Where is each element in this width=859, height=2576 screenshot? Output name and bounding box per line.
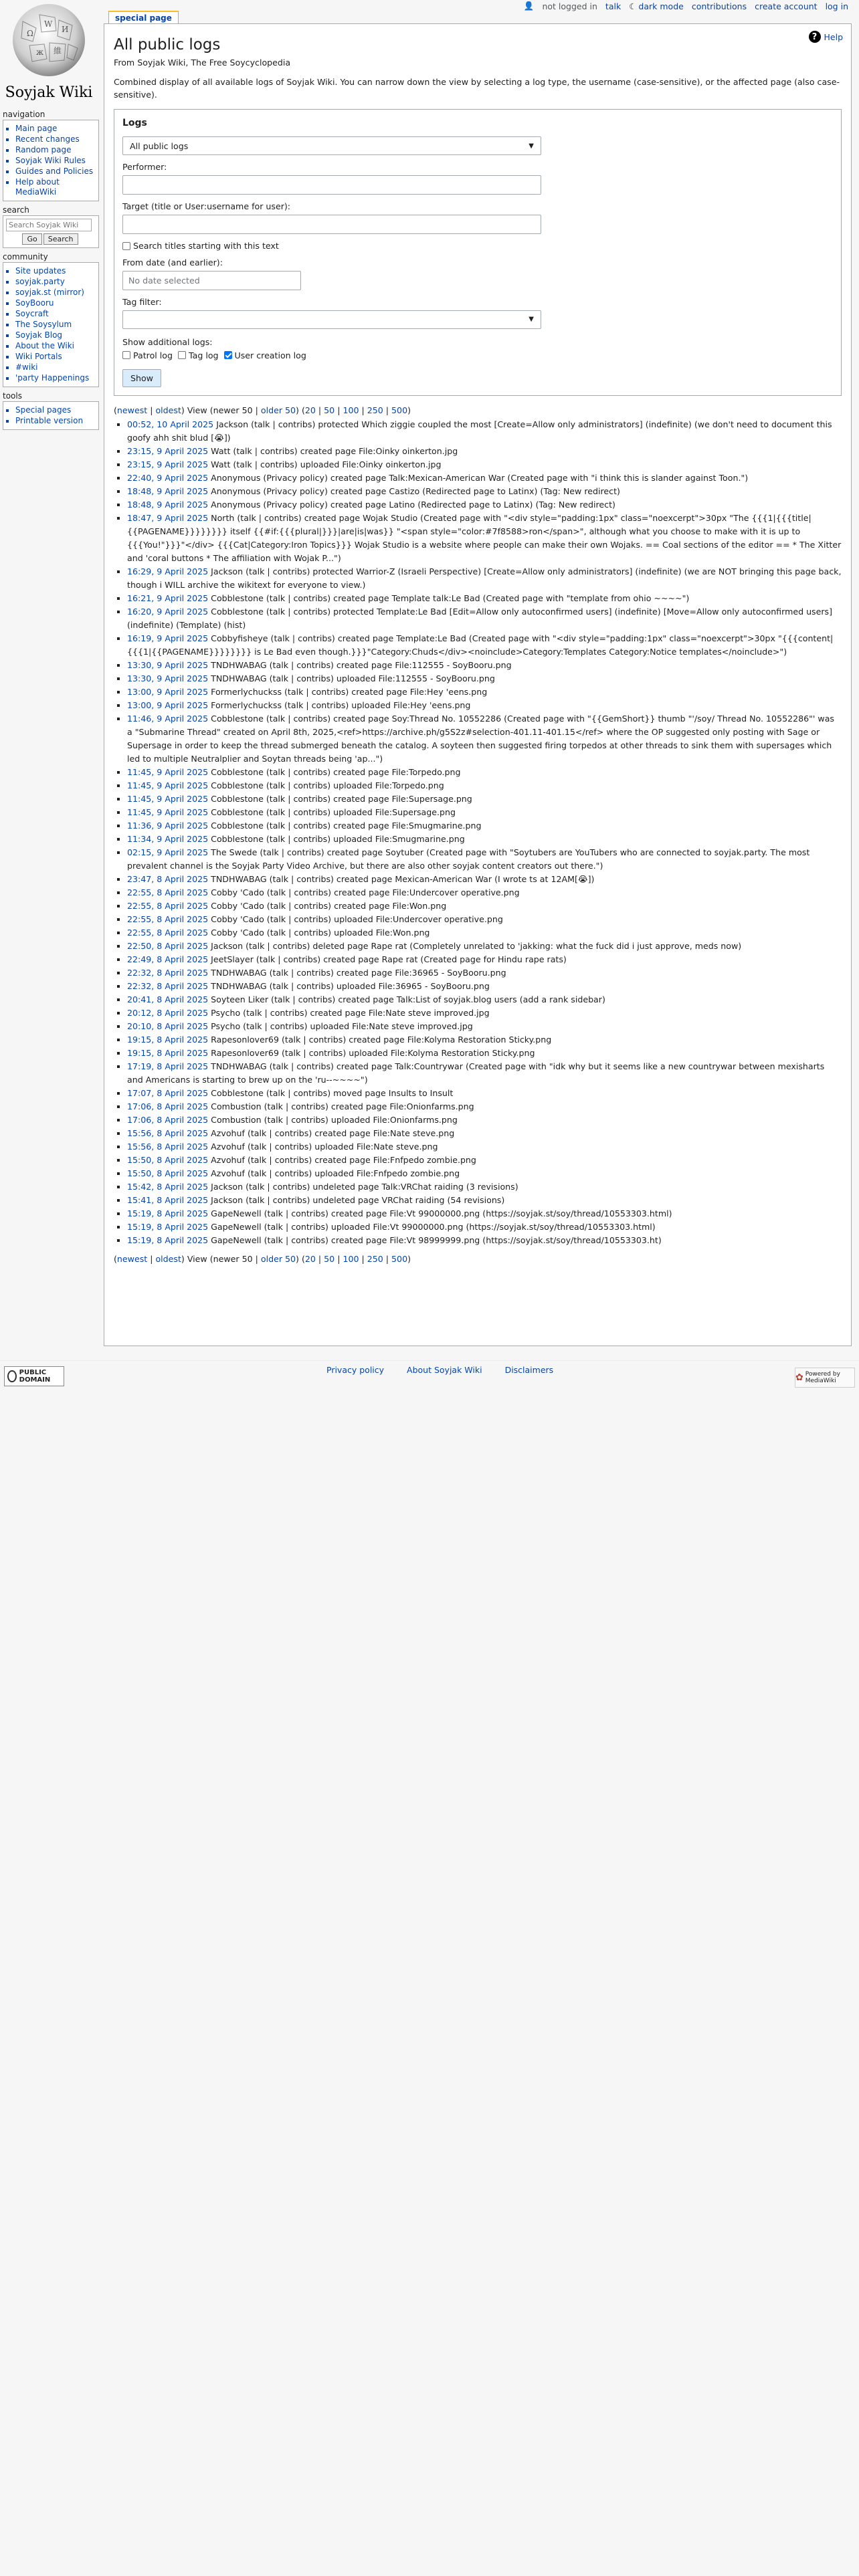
view-text: View (newer 50 |: [187, 405, 258, 415]
log-entry-text: TNDHWABAG (talk | contribs) created page File:112555 - SoyBooru.png: [211, 660, 512, 670]
log-entry: [127, 819, 842, 833]
log-timestamp-link[interactable]: 00:52, 10 April 2025: [127, 419, 214, 429]
log-entry-text: Cobblestone (talk | contribs) uploaded File:Supersage.png: [211, 807, 456, 817]
log-entry-text: Cobbyfisheye (talk | contribs) created page Template:Le Bad (Created page with "<div style="padding:1px" class="noexcerpt">30px "{{{content|{{{1|{{PAGENAME}}}}}}}} is Le Bad even though.}}}"Category:Chuds</div><noinclude>Category:Templates Category:Notice templates</noinclude>"): [127, 633, 834, 657]
log-entry: [127, 632, 842, 659]
limit-20[interactable]: 20: [304, 1254, 316, 1264]
tag-filter-label: Tag filter:: [122, 296, 162, 307]
extra-log-checkbox[interactable]: [122, 350, 173, 360]
performer-label: Performer:: [122, 162, 167, 172]
log-entry: [127, 1047, 842, 1060]
sidebar-community-link[interactable]: Site updates: [15, 266, 66, 276]
sidebar-nav-link[interactable]: Guides and Policies: [15, 167, 94, 176]
log-entry-text: Cobblestone (talk | contribs) created page Template talk:Le Bad (Created page with "template from ohio ~~~~"): [211, 593, 690, 603]
log-entry: [127, 953, 842, 966]
limit-100[interactable]: 100: [343, 405, 359, 415]
search-heading: search: [3, 205, 29, 215]
log-timestamp-link[interactable]: 19:15, 8 April 2025: [127, 1048, 209, 1058]
sidebar-community-item[interactable]: [15, 362, 96, 372]
talk-link[interactable]: talk: [605, 1, 622, 11]
log-entry-text: Azvohuf (talk | contribs) created page File:Fnfpedo zombie.png: [211, 1155, 476, 1165]
log-timestamp-link[interactable]: 15:56, 8 April 2025: [127, 1128, 209, 1138]
pager-top: (newest | oldest) View (newer 50 | older 50) (20 | 50 | 100 | 250 | 500): [114, 405, 411, 415]
extra-log-label: Patrol log: [133, 350, 173, 360]
sidebar-community-link[interactable]: soyjak.party: [15, 277, 65, 286]
log-timestamp-link[interactable]: 11:45, 9 April 2025: [127, 807, 209, 817]
log-entry-text: TNDHWABAG (talk | contribs) created page File:36965 - SoyBooru.png: [211, 968, 506, 978]
sidebar-community-item[interactable]: [15, 309, 96, 319]
log-entry: [127, 1060, 842, 1087]
log-entry-text: Cobblestone (talk | contribs) created page Soy:Thread No. 10552286 (Created page with "{{GemShort}} thumb "'/soy/ Thread No. 10552286"' was a "Submarine Thread" created on April 8th, 2025,<ref>https://archive.ph/g5S2z#selection-401.11-401.15</ref> where the OP suggested only posting with Sage or Supersage in order to keep the thread submerged beneath the catalog. A soyteen then suggested firing torpedos at other threads to sink them with supersages which led to multiple Neutralplier and Soytan threads being 'ap..."): [127, 714, 834, 764]
log-entry-text: TNDHWABAG (talk | contribs) created page Talk:Countrywar (Created page with "idk why but it seems like a new countrywar between mexisharts and Americans is starting to brew up on the 'ru--~~~~"): [127, 1061, 825, 1085]
log-entry: [127, 685, 842, 699]
log-entry: [127, 1020, 842, 1033]
chevron-down-icon: ▼: [529, 142, 534, 150]
additional-logs-label: Show additional logs:: [122, 336, 213, 347]
log-timestamp-link[interactable]: 16:19, 9 April 2025: [127, 633, 209, 643]
limit-500[interactable]: 500: [391, 1254, 408, 1264]
sidebar-nav-link[interactable]: Recent changes: [15, 134, 80, 144]
log-entry: [127, 1220, 842, 1234]
log-entry-text: Formerlychuckss (talk | contribs) created page File:Hey 'eens.png: [211, 687, 488, 697]
sidebar-nav-link[interactable]: Random page: [15, 145, 72, 154]
log-timestamp-link[interactable]: 22:50, 8 April 2025: [127, 941, 209, 951]
log-entry-text: JeetSlayer (talk | contribs) created page Rape rat (Created page for Hindu rape rats): [211, 954, 567, 964]
sidebar-community-item[interactable]: [15, 352, 96, 362]
sidebar-nav-item[interactable]: [15, 134, 96, 144]
help-label[interactable]: Help: [824, 31, 843, 42]
sidebar-community-link[interactable]: Soycraft: [15, 309, 49, 318]
log-timestamp-link[interactable]: 22:49, 8 April 2025: [127, 954, 209, 964]
public-domain-badge[interactable]: [4, 1366, 64, 1386]
disclaimers-link[interactable]: Disclaimers: [504, 1365, 554, 1375]
log-timestamp-link[interactable]: 18:47, 9 April 2025: [127, 513, 209, 523]
log-timestamp-link[interactable]: 17:19, 8 April 2025: [127, 1061, 209, 1071]
prefix-label: Search titles starting with this text: [133, 241, 279, 251]
log-list: [114, 418, 842, 1247]
log-entry: [127, 498, 842, 512]
sidebar-nav-link[interactable]: Main page: [15, 124, 58, 133]
powered-label: Powered by MediaWiki: [805, 1371, 840, 1384]
site-name: Soyjak Wiki: [5, 84, 93, 101]
log-entry: [127, 1033, 842, 1047]
log-timestamp-link[interactable]: 23:47, 8 April 2025: [127, 874, 209, 884]
prefix-search-checkbox[interactable]: [122, 241, 279, 251]
sidebar-community-item[interactable]: [15, 341, 96, 351]
additional-logs: [122, 350, 833, 362]
wiki-globe-icon: [3, 1, 95, 80]
newest-link[interactable]: newest: [116, 405, 148, 415]
log-entry: [127, 418, 842, 445]
log-entry: [127, 1154, 842, 1167]
log-entry: [127, 565, 842, 592]
log-entry: [127, 1006, 842, 1020]
log-entry: [127, 886, 842, 899]
sidebar-tools-link[interactable]: Special pages: [15, 405, 72, 415]
page-intro: Combined display of all available logs of Soyjak Wiki. You can narrow down the view by selecting a log type, the username (case-sensitive), or the affected page (also case-sensitive).: [114, 77, 840, 100]
sidebar-community-link[interactable]: SoyBooru: [15, 298, 54, 308]
log-entry-text: GapeNewell (talk | contribs) uploaded File:Vt 99000000.png (https://soyjak.st/soy/thread/10553303.html): [211, 1222, 656, 1232]
log-timestamp-link[interactable]: 23:15, 9 April 2025: [127, 446, 209, 456]
footer: [0, 1360, 859, 1398]
log-entry-text: Cobby 'Cado (talk | contribs) created page File:Undercover operative.png: [211, 887, 520, 897]
target-input[interactable]: [122, 215, 541, 234]
svg-text:И: И: [62, 25, 69, 34]
log-timestamp-link[interactable]: 20:41, 8 April 2025: [127, 994, 209, 1004]
log-timestamp-link[interactable]: 17:06, 8 April 2025: [127, 1101, 209, 1111]
log-filter-form: [114, 109, 842, 396]
log-timestamp-link[interactable]: 15:19, 8 April 2025: [127, 1222, 209, 1232]
public-domain-icon: [7, 1370, 17, 1382]
oldest-link[interactable]: oldest: [155, 1254, 181, 1264]
log-timestamp-link[interactable]: 11:36, 9 April 2025: [127, 821, 209, 831]
log-entry: [127, 471, 842, 485]
log-entry: [127, 1100, 842, 1113]
log-timestamp-link[interactable]: 20:12, 8 April 2025: [127, 1008, 209, 1018]
log-entry: [127, 672, 842, 685]
sidebar-nav-item[interactable]: [15, 156, 96, 166]
pager-bottom: (newest | oldest) View (newer 50 | older 50) (20 | 50 | 100 | 250 | 500): [114, 1254, 411, 1264]
limit-100[interactable]: 100: [343, 1254, 359, 1264]
log-entry: [127, 846, 842, 873]
search-portlet: [3, 215, 99, 248]
log-entry-text: Cobblestone (talk | contribs) protected Template:Le Bad [Edit=Allow only autoconfirmed users] (indefinite) [Move=Allow only autoconfirmed users] (indefinite) (Template) (hist): [127, 607, 833, 630]
sidebar-community-link[interactable]: About the Wiki: [15, 341, 75, 350]
log-entry: [127, 1127, 842, 1140]
sidebar-tools-item[interactable]: [15, 416, 96, 426]
log-timestamp-link[interactable]: 13:00, 9 April 2025: [127, 700, 209, 710]
create-account-link[interactable]: create account: [755, 1, 818, 11]
log-type-value: All public logs: [130, 140, 189, 151]
log-entry: [127, 458, 842, 471]
svg-text:W: W: [44, 19, 53, 29]
log-timestamp-link[interactable]: 11:46, 9 April 2025: [127, 714, 209, 724]
svg-text:ж: ж: [36, 47, 44, 57]
tag-filter-select[interactable]: [122, 310, 541, 329]
log-entry-text: Watt (talk | contribs) uploaded File:Oinky oinkerton.jpg: [211, 459, 442, 469]
extra-log-label: Tag log: [189, 350, 219, 360]
not-logged-in: not logged in: [542, 1, 597, 11]
log-entry-text: Rapesonlover69 (talk | contribs) uploaded File:Kolyma Restoration Sticky.png: [211, 1048, 535, 1058]
extra-log-checkbox[interactable]: [178, 350, 219, 360]
sidebar-community-link[interactable]: Wiki Portals: [15, 352, 62, 361]
log-entry: [127, 605, 842, 632]
log-entry: [127, 1113, 842, 1127]
log-entry: [127, 899, 842, 913]
extra-log-checkbox[interactable]: [224, 350, 306, 360]
log-timestamp-link[interactable]: 11:45, 9 April 2025: [127, 794, 209, 804]
community-portlet: [3, 262, 99, 387]
sidebar-nav-item[interactable]: [15, 124, 96, 134]
svg-text:Ω: Ω: [27, 29, 33, 38]
log-entry: [127, 1140, 842, 1154]
log-timestamp-link[interactable]: 22:55, 8 April 2025: [127, 928, 209, 938]
log-timestamp-link[interactable]: 15:56, 8 April 2025: [127, 1142, 209, 1152]
log-timestamp-link[interactable]: 18:48, 9 April 2025: [127, 486, 209, 496]
log-entry: [127, 940, 842, 953]
log-timestamp-link[interactable]: 11:45, 9 April 2025: [127, 780, 209, 790]
log-entry-text: Combustion (talk | contribs) uploaded File:Onionfarms.png: [211, 1115, 458, 1125]
date-input[interactable]: [122, 271, 301, 290]
site-tagline: From Soyjak Wiki, The Free Soycyclopedia: [114, 58, 291, 68]
log-entry: [127, 980, 842, 993]
log-timestamp-link[interactable]: 11:45, 9 April 2025: [127, 767, 209, 777]
log-entry: [127, 873, 842, 886]
log-timestamp-link[interactable]: 15:50, 8 April 2025: [127, 1168, 209, 1178]
chevron-down-icon: ▼: [529, 316, 534, 323]
checkbox-box[interactable]: [122, 351, 130, 359]
log-entry-text: Azvohuf (talk | contribs) created page File:Nate steve.png: [211, 1128, 455, 1138]
date-label: From date (and earlier):: [122, 257, 223, 267]
user-icon: 👤: [523, 1, 535, 11]
log-timestamp-link[interactable]: 22:55, 8 April 2025: [127, 887, 209, 897]
log-timestamp-link[interactable]: 22:40, 9 April 2025: [127, 473, 209, 483]
log-entry-text: Anonymous (Privacy policy) created page Latino (Redirected page to Latinx) (Tag: New redirect): [211, 500, 615, 510]
prefix-checkbox-box[interactable]: [122, 242, 130, 250]
log-entry-text: Jackson (talk | contribs) protected Which ziggie coupled the most [Create=Allow only administrators] (indefinite) (we don't need to document this goofy ahh shit blud [😭]): [127, 419, 832, 443]
view-text: View (newer 50 |: [187, 1254, 258, 1264]
log-entry-text: Soyteen Liker (talk | contribs) created page Talk:List of soyjak.blog users (add a rank sidebar): [211, 994, 605, 1004]
log-entry: [127, 833, 842, 846]
limit-50[interactable]: 50: [324, 405, 335, 415]
log-entry: [127, 1167, 842, 1180]
log-entry: [127, 1194, 842, 1207]
log-entry: [127, 512, 842, 565]
log-entry-text: North (talk | contribs) created page Wojak Studio (Created page with "<div style="padding:1px" class="noexcerpt">30px "The {{{1|{{{title|{{PAGENAME}}}}}}}} itself {{#if:{{{plural|}}}|are|is|was}} "<span style="color:#7f8588>ron</span>", although what you choose to make with it is up to {{{You!"}}}"</div> {{{Cat|Category:Iron Topics}}} Wojak Studio is a website where people can make their own Wojaks. == Coal sections of the editor == * The Xitter and 'coral buttons * The affiliation with Wojak P..."): [127, 513, 842, 563]
log-timestamp-link[interactable]: 15:19, 8 April 2025: [127, 1235, 209, 1245]
page-tabs: [108, 11, 179, 23]
log-entry-text: Azvohuf (talk | contribs) uploaded File:Nate steve.png: [211, 1142, 438, 1152]
sidebar-community-item[interactable]: [15, 277, 96, 287]
sidebar-community-item[interactable]: [15, 330, 96, 340]
log-entry: [127, 1234, 842, 1247]
search-input[interactable]: [6, 219, 92, 231]
sidebar-community-link[interactable]: 'party Happenings: [15, 373, 90, 383]
log-entry-text: Cobby 'Cado (talk | contribs) uploaded File:Undercover operative.png: [211, 914, 503, 924]
log-entry-text: Jackson (talk | contribs) deleted page Rape rat (Completely unrelated to 'jakking: what the fuck did i just approve, meds now): [211, 941, 742, 951]
sidebar-community-link[interactable]: #wiki: [15, 362, 38, 372]
log-entry: [127, 699, 842, 712]
log-timestamp-link[interactable]: 15:50, 8 April 2025: [127, 1155, 209, 1165]
limit-250[interactable]: 250: [367, 1254, 383, 1264]
log-type-select[interactable]: [122, 136, 541, 155]
public-domain-label: PUBLIC DOMAIN: [19, 1369, 51, 1384]
log-timestamp-link[interactable]: 16:20, 9 April 2025: [127, 607, 209, 617]
log-entry-text: Psycho (talk | contribs) uploaded File:Nate steve improved.jpg: [211, 1021, 473, 1031]
log-entry: [127, 913, 842, 926]
personal-tools: [524, 1, 848, 11]
sidebar: [0, 107, 102, 434]
log-entry: [127, 1087, 842, 1100]
log-entry-text: Cobby 'Cado (talk | contribs) uploaded File:Won.png: [211, 928, 430, 938]
log-entry-text: GapeNewell (talk | contribs) created page File:Vt 98999999.png (https://soyjak.st/soy/thread/10553303.ht): [211, 1235, 662, 1245]
limit-20[interactable]: 20: [304, 405, 316, 415]
log-entry-text: Anonymous (Privacy policy) created page Talk:Mexican-American War (Created page with "i think this is slander against Toon."): [211, 473, 749, 483]
log-entry: [127, 445, 842, 458]
sidebar-nav-link[interactable]: Help about MediaWiki: [15, 177, 60, 197]
log-timestamp-link[interactable]: 11:34, 9 April 2025: [127, 834, 209, 844]
date-placeholder: No date selected: [128, 275, 200, 286]
help-link[interactable]: [809, 31, 844, 43]
sidebar-community-link[interactable]: Soyjak Blog: [15, 330, 63, 340]
log-entry: [127, 766, 842, 779]
sidebar-nav-item[interactable]: [15, 145, 96, 155]
sidebar-community-item[interactable]: [15, 266, 96, 276]
sidebar-community-item[interactable]: [15, 320, 96, 330]
log-entry-text: Cobblestone (talk | contribs) moved page Insults to Insult: [211, 1088, 454, 1098]
log-entry-text: GapeNewell (talk | contribs) created page File:Vt 99000000.png (https://soyjak.st/soy/thread/10553303.html): [211, 1208, 672, 1218]
log-entry: [127, 926, 842, 940]
tools-portlet: [3, 401, 99, 430]
log-entry-text: Rapesonlover69 (talk | contribs) created page File:Kolyma Restoration Sticky.png: [211, 1035, 552, 1045]
sidebar-tools-item[interactable]: [15, 405, 96, 415]
log-entry-text: Combustion (talk | contribs) created page File:Onionfarms.png: [211, 1101, 474, 1111]
powered-by-mediawiki-badge[interactable]: [795, 1368, 855, 1388]
log-entry: [127, 779, 842, 792]
log-entry-text: The Swede (talk | contribs) created page Soytuber (Created page with "Soytubers are YouTubers who are connected to soyjak.party. The most prevalent channel is the Soyjak Party Video Archive, but there are also other soyjak content creators out there."): [127, 847, 810, 871]
log-timestamp-link[interactable]: 16:21, 9 April 2025: [127, 593, 209, 603]
privacy-policy-link[interactable]: Privacy policy: [326, 1365, 385, 1375]
log-timestamp-link[interactable]: 15:42, 8 April 2025: [127, 1182, 209, 1192]
tab-special-page[interactable]: special page: [108, 11, 179, 24]
log-entry-text: TNDHWABAG (talk | contribs) created page Mexican-American War (I wrote ts at 12AM[😭]): [211, 874, 595, 884]
log-timestamp-link[interactable]: 13:30, 9 April 2025: [127, 673, 209, 683]
oldest-link[interactable]: oldest: [155, 405, 181, 415]
log-timestamp-link[interactable]: 22:32, 8 April 2025: [127, 968, 209, 978]
performer-input[interactable]: [122, 175, 541, 195]
log-entry-text: Formerlychuckss (talk | contribs) uploaded File:Hey 'eens.png: [211, 700, 471, 710]
log-timestamp-link[interactable]: 18:48, 9 April 2025: [127, 500, 209, 510]
sidebar-community-link[interactable]: soyjak.st (mirror): [15, 288, 84, 297]
search-button[interactable]: Search: [43, 233, 78, 245]
community-heading: community: [3, 252, 48, 261]
dark-mode-toggle[interactable]: [629, 1, 684, 11]
log-entry: [127, 1207, 842, 1220]
mediawiki-icon: ✿: [795, 1372, 803, 1383]
log-entry-text: Psycho (talk | contribs) created page File:Nate steve improved.jpg: [211, 1008, 490, 1018]
log-entry-text: Cobby 'Cado (talk | contribs) created page File:Won.png: [211, 901, 447, 911]
help-icon: ?: [809, 31, 821, 43]
sidebar-community-item[interactable]: [15, 373, 96, 383]
log-entry-text: Cobblestone (talk | contribs) uploaded File:Torpedo.png: [211, 780, 444, 790]
older-link[interactable]: older 50: [260, 405, 296, 415]
log-entry: [127, 966, 842, 980]
sidebar-nav-item[interactable]: [15, 167, 96, 177]
log-entry-text: Cobblestone (talk | contribs) uploaded File:Smugmarine.png: [211, 834, 465, 844]
log-timestamp-link[interactable]: 17:07, 8 April 2025: [127, 1088, 209, 1098]
log-timestamp-link[interactable]: 16:29, 9 April 2025: [127, 566, 209, 576]
log-in-link[interactable]: log in: [825, 1, 848, 11]
nav-heading: navigation: [3, 110, 45, 119]
sidebar-community-item[interactable]: [15, 288, 96, 298]
limit-250[interactable]: 250: [367, 405, 383, 415]
log-timestamp-link[interactable]: 23:15, 9 April 2025: [127, 459, 209, 469]
log-entry-text: TNDHWABAG (talk | contribs) uploaded File:112555 - SoyBooru.png: [211, 673, 495, 683]
log-entry: [127, 659, 842, 672]
about-link[interactable]: About Soyjak Wiki: [407, 1365, 482, 1375]
tools-heading: tools: [3, 391, 22, 401]
log-entry-text: Cobblestone (talk | contribs) created page File:Smugmarine.png: [211, 821, 482, 831]
log-timestamp-link[interactable]: 17:06, 8 April 2025: [127, 1115, 209, 1125]
log-timestamp-link[interactable]: 19:15, 8 April 2025: [127, 1035, 209, 1045]
extra-log-label: User creation log: [234, 350, 306, 360]
sidebar-community-item[interactable]: [15, 298, 96, 308]
newest-link[interactable]: newest: [116, 1254, 148, 1264]
log-entry: [127, 1180, 842, 1194]
log-entry-text: Cobblestone (talk | contribs) created page File:Torpedo.png: [211, 767, 461, 777]
dark-mode-link[interactable]: dark mode: [638, 1, 684, 11]
log-timestamp-link[interactable]: 02:15, 9 April 2025: [127, 847, 209, 857]
sidebar-tools-link[interactable]: Printable version: [15, 416, 84, 425]
log-entry: [127, 993, 842, 1006]
log-timestamp-link[interactable]: 15:41, 8 April 2025: [127, 1195, 209, 1205]
nav-portlet: [3, 120, 99, 201]
log-entry: [127, 592, 842, 605]
contributions-link[interactable]: contributions: [691, 1, 747, 11]
checkbox-box[interactable]: [178, 351, 186, 359]
svg-text:維: 維: [54, 46, 62, 56]
log-entry: [127, 485, 842, 498]
log-entry-text: Jackson (talk | contribs) undeleted page VRChat raiding (54 revisions): [211, 1195, 505, 1205]
checkbox-box[interactable]: [224, 351, 232, 359]
log-entry-text: Cobblestone (talk | contribs) created page File:Supersage.png: [211, 794, 472, 804]
log-timestamp-link[interactable]: 22:55, 8 April 2025: [127, 914, 209, 924]
moon-icon: ☾: [629, 1, 637, 11]
log-entry-text: Azvohuf (talk | contribs) uploaded File:Fnfpedo zombie.png: [211, 1168, 460, 1178]
show-button[interactable]: Show: [122, 369, 161, 387]
log-timestamp-link[interactable]: 22:32, 8 April 2025: [127, 981, 209, 991]
log-entry-text: Anonymous (Privacy policy) created page Castizo (Redirected page to Latinx) (Tag: New redirect): [211, 486, 620, 496]
log-entry: [127, 792, 842, 806]
limit-500[interactable]: 500: [391, 405, 408, 415]
log-timestamp-link[interactable]: 13:00, 9 April 2025: [127, 687, 209, 697]
log-entry-text: Watt (talk | contribs) created page File:Oinky oinkerton.jpg: [211, 446, 458, 456]
log-entry-text: Jackson (talk | contribs) protected Warrior-Z (Israeli Perspective) [Create=Allow only administrators] (indefinite) (we are NOT bringing this page back, though i WILL archive the wikitext for everyone to view.): [127, 566, 842, 590]
sidebar-nav-link[interactable]: Soyjak Wiki Rules: [15, 156, 86, 165]
log-entry: [127, 806, 842, 819]
target-label: Target (title or User:username for user):: [122, 201, 291, 211]
sidebar-community-link[interactable]: The Soysylum: [15, 320, 72, 329]
log-entry-text: Jackson (talk | contribs) undeleted page Talk:VRChat raiding (3 revisions): [211, 1182, 518, 1192]
site-logo[interactable]: [3, 1, 95, 102]
form-legend: Logs: [122, 118, 147, 128]
older-link[interactable]: older 50: [260, 1254, 296, 1264]
footer-links: [326, 1365, 553, 1375]
go-button[interactable]: Go: [22, 233, 41, 245]
page-title: All public logs: [114, 36, 221, 53]
sidebar-nav-item[interactable]: [15, 177, 96, 197]
log-timestamp-link[interactable]: 22:55, 8 April 2025: [127, 901, 209, 911]
log-entry-text: TNDHWABAG (talk | contribs) uploaded File:36965 - SoyBooru.png: [211, 981, 490, 991]
log-timestamp-link[interactable]: 15:19, 8 April 2025: [127, 1208, 209, 1218]
log-timestamp-link[interactable]: 20:10, 8 April 2025: [127, 1021, 209, 1031]
limit-50[interactable]: 50: [324, 1254, 335, 1264]
log-entry: [127, 712, 842, 766]
log-timestamp-link[interactable]: 13:30, 9 April 2025: [127, 660, 209, 670]
main-content: [104, 23, 852, 1346]
